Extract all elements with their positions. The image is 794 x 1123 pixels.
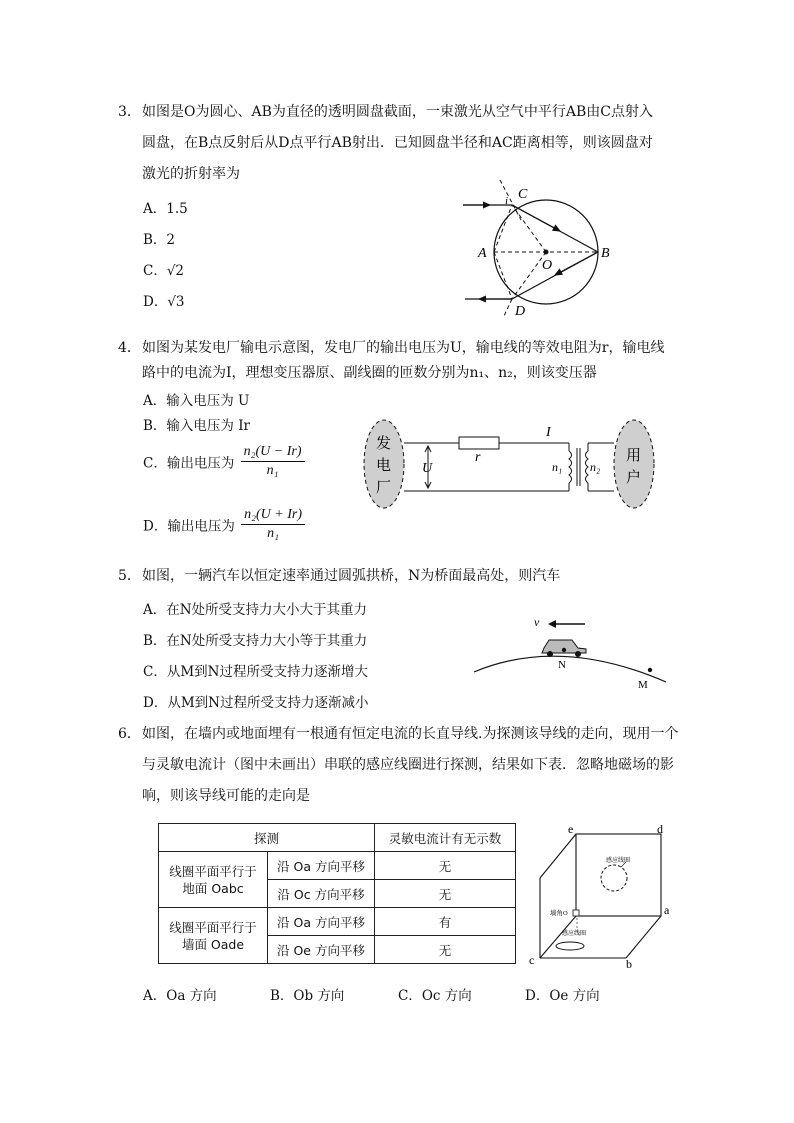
q4-label-n2: n₂: [590, 460, 601, 474]
q6-option-d: D．Oe 方向: [525, 988, 600, 1004]
q4-option-d-label: D．输出电压为: [143, 518, 235, 535]
q5-option-c: C．从M到N过程所受支持力逐渐增大: [143, 664, 368, 680]
table-row: [159, 852, 516, 880]
q6-number: 6．: [118, 726, 141, 742]
q4-option-c: [143, 443, 305, 480]
q4-option-d: [143, 506, 305, 543]
table-group-wall: [159, 908, 268, 964]
q5-option-b: B．在N处所受支持力大小等于其重力: [143, 633, 368, 649]
q4-option-c-fraction: [241, 443, 305, 480]
q4-label-plant-1: 发: [376, 436, 392, 452]
q4-option-c-denominator: n₁: [266, 463, 279, 478]
q5-option-d: D．从M到N过程所受支持力逐渐减小: [143, 695, 369, 711]
q4-option-d-denominator: n₁: [267, 526, 279, 541]
q4-number: 4．: [118, 340, 141, 356]
q3-label-a: A: [478, 246, 487, 261]
table-group-floor-line1: 线圈平面平行于: [169, 863, 257, 879]
table-cell-result: 无: [375, 852, 516, 880]
q3-label-c: C: [518, 187, 528, 202]
q5-option-a: A．在N处所受支持力大小大于其重力: [143, 602, 368, 618]
q4-text-line1: 如图为某发电厂输电示意图，发电厂的输出电压为U，输电线的等效电阻为r，输电线: [142, 340, 665, 356]
q3-label-i: i: [505, 195, 509, 207]
q3-circle-figure: [455, 180, 625, 320]
q3-number: 3．: [118, 104, 141, 120]
q3-option-c: C．√2: [143, 263, 185, 279]
q6-label-e: e: [568, 822, 574, 836]
q3-label-b: B: [601, 246, 610, 261]
q6-label-b: b: [626, 957, 632, 968]
table-cell-result: 无: [375, 936, 516, 964]
q3-text-line1: 如图是O为圆心、AB为直径的透明圆盘截面，一束激光从空气中平行AB由C点射入: [142, 104, 653, 120]
table-header-reading: 灵敏电流计有无示数: [375, 824, 516, 852]
q4-circuit-figure: [360, 416, 660, 512]
table-group-wall-line1: 线圈平面平行于: [169, 919, 257, 935]
q4-option-d-numerator: n₂(U + Ir): [241, 506, 305, 525]
table-row: [159, 908, 516, 936]
q4-label-u: U: [422, 461, 433, 476]
q4-label-n1: n₁: [552, 460, 563, 474]
q6-text-line1: 如图，在墙内或地面埋有一根通有恒定电流的长直导线.为探测该导线的走向，现用一个: [142, 726, 679, 742]
q3-label-d: D: [515, 304, 526, 319]
q6-label-coil-floor: 感应线圈: [562, 931, 587, 937]
q6-option-a: A．Oa 方向: [143, 988, 217, 1004]
table-group-wall-line2: 墙面 Oade: [181, 936, 245, 952]
q6-label-corner: 墙角O: [550, 910, 568, 917]
q6-label-d: d: [657, 822, 663, 836]
q3-text-line2: 圆盘，在B点反射后从D点平行AB射出．已知圆盘半径和AC距离相等，则该圆盘对: [142, 135, 653, 151]
table-group-floor: [159, 852, 268, 908]
q5-bridge-figure: [470, 612, 670, 692]
q6-detection-table: [158, 823, 516, 964]
q4-label-plant-3: 厂: [376, 480, 392, 496]
q5-number: 5．: [118, 568, 141, 584]
q3-option-b: B．2: [143, 232, 176, 248]
q6-option-b: B．Ob 方向: [270, 988, 345, 1004]
q6-label-a: a: [664, 903, 670, 917]
table-cell-move: 沿 Oa 方向平移: [268, 852, 375, 880]
q4-label-plant-2: 电: [376, 458, 392, 474]
table-group-floor-line2: 地面 Oabc: [182, 880, 244, 896]
table-cell-result: 无: [375, 880, 516, 908]
q4-label-i: I: [546, 425, 551, 440]
q4-option-d-fraction: [241, 506, 305, 543]
q4-option-a: A．输入电压为 U: [143, 393, 250, 409]
table-cell-move: 沿 Oa 方向平移: [268, 908, 375, 936]
q6-label-coil-wall: 感应线圈: [606, 858, 631, 864]
q3-text-line3: 激光的折射率为: [142, 166, 240, 182]
q3-label-o: O: [542, 258, 553, 273]
q6-option-c: C．Oc 方向: [398, 988, 472, 1004]
q6-text-line2: 与灵敏电流计（图中未画出）串联的感应线圈进行探测，结果如下表．忽略地磁场的影: [142, 757, 674, 773]
q3-option-d: D．√3: [143, 294, 185, 310]
q6-box-figure: [526, 822, 676, 968]
q4-label-user-2: 户: [626, 470, 642, 486]
q3-option-a: A．1.5: [143, 201, 188, 217]
q5-text-line1: 如图，一辆汽车以恒定速率通过圆弧拱桥，N为桥面最高处，则汽车: [142, 568, 561, 584]
table-cell-move: 沿 Oe 方向平移: [268, 936, 375, 964]
q4-text-line2: 路中的电流为I，理想变压器原、副线圈的匝数分别为n₁、n₂，则该变压器: [142, 365, 597, 381]
table-cell-move: 沿 Oc 方向平移: [268, 880, 375, 908]
table-header-probe: 探测: [159, 824, 375, 852]
q5-label-v: v: [534, 615, 540, 629]
q6-text-line3: 响，则该导线可能的走向是: [142, 788, 310, 804]
q5-label-n: N: [558, 659, 566, 671]
q4-option-c-label: C．输出电压为: [143, 455, 235, 472]
q6-label-c: c: [529, 953, 535, 967]
table-cell-result: 有: [375, 908, 516, 936]
q4-label-user-1: 用: [626, 448, 642, 464]
q5-label-m: M: [638, 679, 648, 691]
q4-option-b: B．输入电压为 Ir: [143, 418, 250, 434]
q4-label-r: r: [475, 450, 481, 465]
q4-option-c-numerator: n₂(U − Ir): [241, 443, 305, 462]
